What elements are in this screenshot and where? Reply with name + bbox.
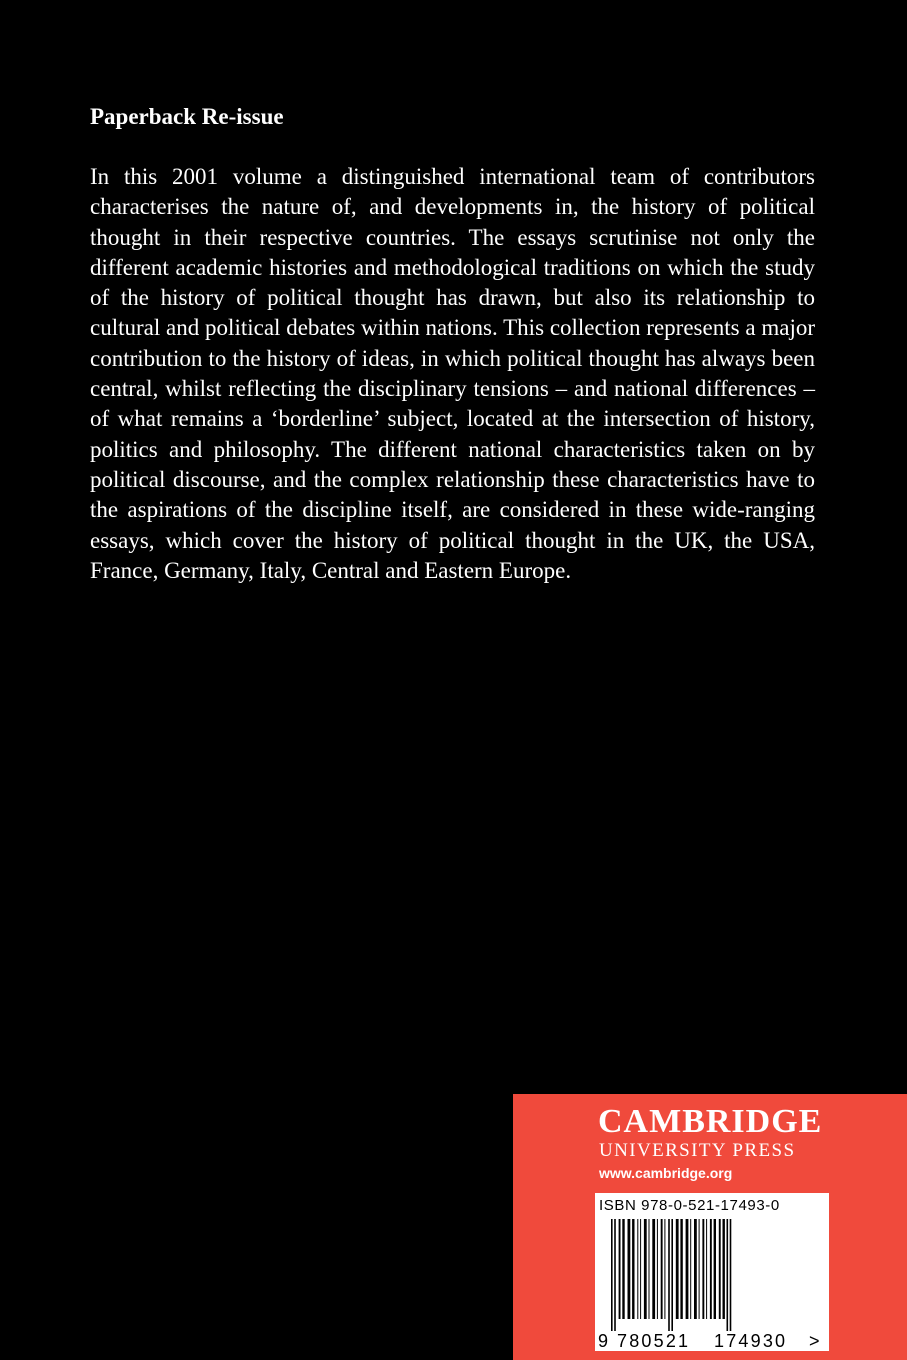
isbn-label: ISBN 978-0-521-17493-0	[599, 1197, 780, 1214]
publisher-panel	[513, 1094, 907, 1360]
barcode-digits-left: 780521	[617, 1331, 691, 1351]
publisher-subname: UNIVERSITY PRESS	[599, 1140, 796, 1161]
barcode-end-marker: >	[809, 1331, 820, 1351]
barcode-digit-lead: 9	[598, 1331, 609, 1351]
barcode-box	[595, 1193, 829, 1351]
book-description: In this 2001 volume a distinguished international team of contributors characterises the nature of, and developments in, the history of political thought in their respective countries. The essays scrutinise not only the different academic histories and methodological traditions on which the study of the history of political thought has drawn, but also its relationship to cultural and political debates within nations. This collection represents a major contribution to the history of ideas, in which political thought has always been central, whilst reflecting the disciplinary tensions – and national differences – of what remains a ‘borderline’ subject, located at the intersection of history, politics and philosophy. The different national characteristics taken on by political discourse, and the complex relationship these characteristics have to the aspirations of the discipline itself, are considered in these wide-ranging essays, which cover the history of political thought in the UK, the USA, France, Germany, Italy, Central and Eastern Europe.	[90, 164, 815, 583]
barcode-digits-right: 174930	[714, 1331, 788, 1351]
publisher-url: www.cambridge.org	[599, 1165, 733, 1181]
barcode-icon	[595, 1193, 829, 1351]
publisher-name: CAMBRIDGE	[598, 1103, 823, 1140]
cover-heading: Paperback Re-issue	[90, 104, 284, 129]
